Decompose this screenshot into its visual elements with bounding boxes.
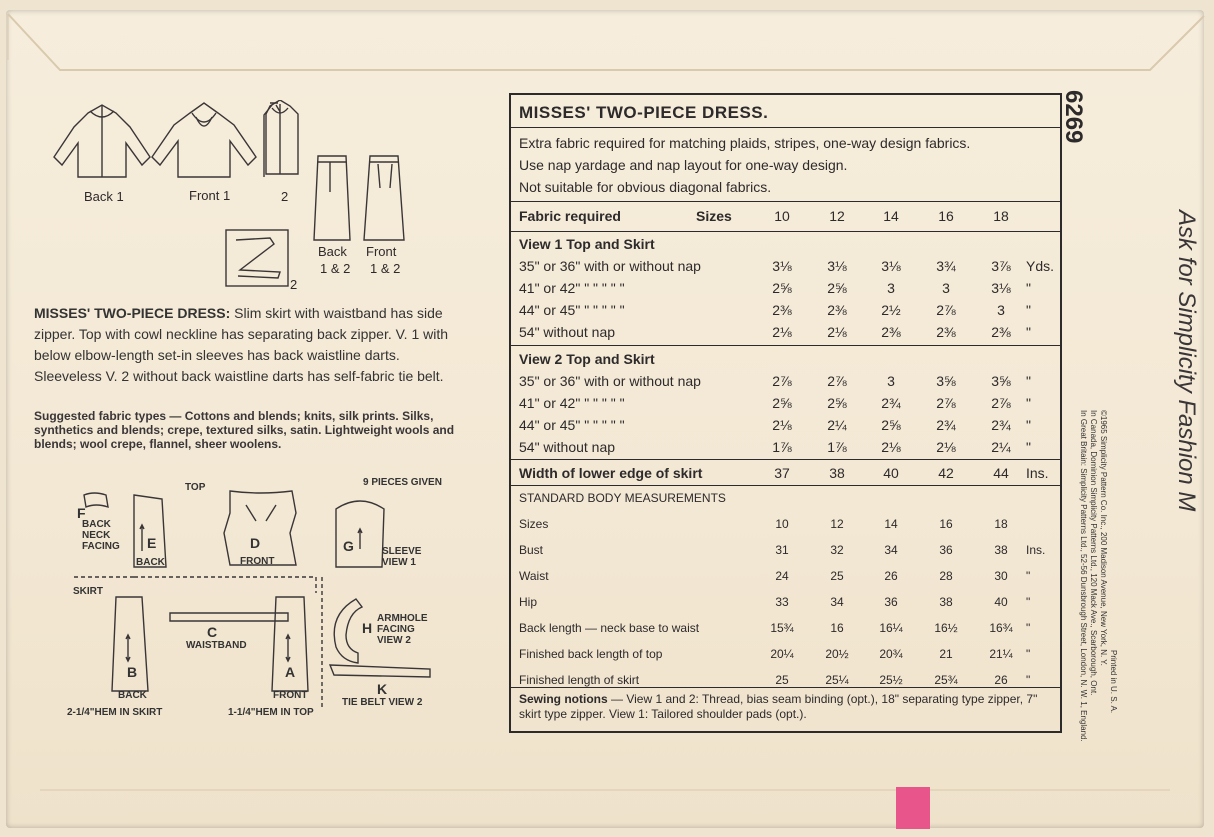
view1-row-0-unit: Yds.	[1026, 258, 1055, 274]
body-row-3-unit: "	[1026, 595, 1031, 609]
view2-row-3-value-12: 1⅞	[827, 439, 847, 455]
view1-row-3-value-16: 2⅜	[936, 324, 956, 340]
body-row-3-value-10: 33	[775, 595, 789, 609]
body-row-5-value-18: 21¼	[989, 647, 1013, 661]
view1-row-0-value-12: 3⅛	[827, 258, 847, 274]
body-row-0-value-10: 10	[775, 517, 789, 531]
view2-row-2-value-18: 2¾	[991, 417, 1011, 433]
body-row-1-label: Bust	[519, 543, 544, 557]
body-row-0-value-16: 16	[939, 517, 953, 531]
body-row-4-value-12: 16	[830, 621, 844, 635]
sewing-notions	[519, 692, 1054, 722]
fabric-types-text: Cottons and blends; knits, silk prints. Silks, synthetics and blends; crepe, textured silks, satin. Lightweight wools and blends; wool crepe, flannel, sheer woolens.	[34, 409, 455, 451]
view1-row-0-value-16: 3¾	[936, 258, 956, 274]
body-row-0-value-18: 18	[994, 517, 1008, 531]
view1-row-2-value-12: 2⅜	[827, 302, 847, 318]
fabric-types-paragraph	[34, 409, 470, 451]
body-row-4-value-18: 16¾	[989, 621, 1013, 635]
body-measurements-title: STANDARD BODY MEASUREMENTS	[519, 491, 726, 505]
chart-note-1: Extra fabric required for matching plaids, stripes, one-way design fabrics.	[519, 135, 971, 151]
size-header-value-14: 14	[883, 208, 899, 224]
view1-row-3-value-10: 2⅛	[772, 324, 792, 340]
body-row-1-value-12: 32	[830, 543, 844, 557]
view1-row-3-value-14: 2⅜	[881, 324, 901, 340]
skirt-sketches	[308, 152, 414, 244]
view1-row-2-value-16: 2⅞	[936, 302, 956, 318]
side-slogan: Ask for Simplicity Fashion M	[1173, 210, 1200, 512]
view2-row-1-label: 41" or 42" " " " " "	[519, 395, 625, 411]
fabric-types-title: Suggested fabric types —	[34, 409, 182, 423]
pattern-number: 6269	[1060, 90, 1087, 144]
view1-row-1-value-12: 2⅝	[827, 280, 847, 296]
view2-row-1-value-18: 2⅞	[991, 395, 1011, 411]
body-row-5-value-16: 21	[939, 647, 953, 661]
hem-in-top-label: 1-1/4"HEM IN TOP	[228, 707, 314, 718]
view1-row-0-value-18: 3⅞	[991, 258, 1011, 274]
piece-H-label: ARMHOLE FACING VIEW 2	[377, 613, 428, 646]
piece-E-label: BACK	[136, 557, 165, 568]
top-sketches	[50, 95, 280, 185]
body-row-4-label: Back length — neck base to waist	[519, 621, 700, 635]
yardage-chart	[509, 93, 1062, 733]
skirt-section-label: SKIRT	[73, 586, 103, 597]
view1-row-2-value-14: 2½	[881, 302, 901, 318]
pieces-given-label: 9 PIECES GIVEN	[363, 477, 442, 488]
view1-row-0-value-10: 3⅛	[772, 258, 792, 274]
piece-D-label: FRONT	[240, 556, 275, 567]
body-row-6-value-16: 25¾	[934, 673, 958, 687]
body-row-0-label: Sizes	[519, 517, 549, 531]
skirt-front-label: Front	[366, 244, 397, 259]
piece-F-label: BACK NECK FACING	[82, 519, 120, 552]
body-row-5-value-14: 20¾	[879, 647, 903, 661]
view2-row-3-value-14: 2⅛	[881, 439, 901, 455]
piece-K-letter: K	[377, 681, 388, 697]
view2-top-sketch	[262, 100, 312, 180]
width-row-value-12: 38	[829, 465, 845, 481]
width-label: Width of lower edge of skirt	[519, 465, 703, 481]
view2-row-1-unit: "	[1026, 395, 1031, 411]
width-row-value-16: 42	[938, 465, 954, 481]
chart-note-2: Use nap yardage and nap layout for one-way design.	[519, 157, 848, 173]
front-view-top-sketch	[152, 103, 256, 177]
back-1-label: Back 1	[84, 189, 124, 204]
body-row-4-value-10: 15¾	[770, 621, 794, 635]
view2-row-0-unit: "	[1026, 373, 1031, 389]
view1-row-3-value-18: 2⅜	[991, 324, 1011, 340]
skirt-front-sub-label: 1 & 2	[370, 261, 401, 276]
body-row-6-label: Finished length of skirt	[519, 673, 640, 687]
piece-A-label: FRONT	[273, 690, 308, 701]
body-row-0-value-14: 14	[884, 517, 898, 531]
view2-row-0-value-14: 3	[887, 373, 895, 389]
description-paragraph	[34, 303, 470, 387]
piece-G-letter: G	[343, 538, 354, 554]
body-row-1-value-14: 34	[884, 543, 898, 557]
body-row-2-unit: "	[1026, 569, 1031, 583]
body-row-6-value-18: 26	[994, 673, 1008, 687]
body-row-3-value-14: 36	[884, 595, 898, 609]
view1-row-1-value-14: 3	[887, 280, 895, 296]
view2-row-1-value-14: 2¾	[881, 395, 901, 411]
view1-row-1-label: 41" or 42" " " " " "	[519, 280, 625, 296]
body-row-3-value-16: 38	[939, 595, 953, 609]
view1-row-2-unit: "	[1026, 302, 1031, 318]
body-row-5-value-10: 20¼	[770, 647, 794, 661]
body-row-2-value-16: 28	[939, 569, 953, 583]
body-row-4-unit: "	[1026, 621, 1031, 635]
copyright-line-3: In Great Britain: Simplicity Patterns Ltd., 52-56 Dunsbrough Street, London, N. W. 1, England.	[1079, 410, 1088, 742]
piece-K-label: TIE BELT VIEW 2	[342, 697, 423, 708]
view1-row-3-value-12: 2⅛	[827, 324, 847, 340]
body-row-2-label: Waist	[519, 569, 549, 583]
pink-tape-mark	[896, 787, 930, 829]
chart-note-3: Not suitable for obvious diagonal fabrics.	[519, 179, 772, 195]
view1-title: View 1 Top and Skirt	[519, 236, 655, 252]
piece-G-label: SLEEVE VIEW 1	[382, 546, 422, 568]
view1-row-1-unit: "	[1026, 280, 1031, 296]
belt-view-number: 2	[290, 277, 298, 292]
view1-row-2-value-18: 3	[997, 302, 1005, 318]
view2-row-1-value-16: 2⅞	[936, 395, 956, 411]
view2-row-0-value-16: 3⅝	[936, 373, 956, 389]
piece-B-label: BACK	[118, 690, 147, 701]
body-row-6-value-12: 25¼	[825, 673, 849, 687]
size-header-value-18: 18	[993, 208, 1009, 224]
view2-row-2-unit: "	[1026, 417, 1031, 433]
view2-row-3-value-18: 2¼	[991, 439, 1011, 455]
view2-row-1-value-10: 2⅝	[772, 395, 792, 411]
view2-row-3-unit: "	[1026, 439, 1031, 455]
sewing-notions-title: Sewing notions	[519, 692, 608, 706]
view2-row-2-value-14: 2⅝	[881, 417, 901, 433]
view1-row-2-value-10: 2⅜	[772, 302, 792, 318]
width-row-value-18: 44	[993, 465, 1009, 481]
view2-row-2-value-12: 2¼	[827, 417, 847, 433]
pattern-pieces-diagram	[70, 485, 450, 715]
view1-row-0-value-14: 3⅛	[881, 258, 901, 274]
fabric-required-label: Fabric required	[519, 208, 621, 224]
piece-C-label: WAISTBAND	[186, 640, 247, 651]
piece-H-letter: H	[362, 620, 373, 636]
view1-row-3-label: 54" without nap	[519, 324, 616, 340]
body-row-3-label: Hip	[519, 595, 538, 609]
body-row-1-value-16: 36	[939, 543, 953, 557]
view-2-label: 2	[281, 189, 289, 204]
copyright-line-2: In Canada, Dominion Simplicity Patterns Ltd., 120 Mack Ave., Scarborough, Ont.	[1089, 410, 1098, 696]
view2-row-0-label: 35" or 36" with or without nap	[519, 373, 701, 389]
piece-C-letter: C	[207, 624, 218, 640]
view2-row-0-value-18: 3⅝	[991, 373, 1011, 389]
top-section-label: TOP	[185, 482, 206, 493]
tie-belt-sketch	[224, 228, 292, 292]
body-row-5-unit: "	[1026, 647, 1031, 661]
back-view-top-sketch	[54, 105, 150, 177]
body-row-2-value-14: 26	[884, 569, 898, 583]
sizes-header-label: Sizes	[696, 208, 732, 224]
skirt-back-label: Back	[318, 244, 347, 259]
size-header-value-10: 10	[774, 208, 790, 224]
body-row-6-value-10: 25	[775, 673, 789, 687]
body-row-3-value-12: 34	[830, 595, 844, 609]
description-title: MISSES' TWO-PIECE DRESS:	[34, 305, 231, 321]
view1-row-2-label: 44" or 45" " " " " "	[519, 302, 625, 318]
view2-row-2-value-10: 2⅛	[772, 417, 792, 433]
view2-row-2-label: 44" or 45" " " " " "	[519, 417, 625, 433]
view2-row-3-label: 54" without nap	[519, 439, 616, 455]
body-row-2-value-12: 25	[830, 569, 844, 583]
body-row-6-value-14: 25½	[879, 673, 903, 687]
view2-row-3-value-16: 2⅛	[936, 439, 956, 455]
body-row-4-value-16: 16½	[934, 621, 958, 635]
copyright-line-1: ©1965 Simplicity Pattern Co. Inc., 200 Madison Avenue, New York, N. Y.	[1099, 410, 1108, 666]
body-row-1-unit: Ins.	[1026, 543, 1046, 557]
skirt-back-sub-label: 1 & 2	[320, 261, 351, 276]
view2-row-0-value-10: 2⅞	[772, 373, 792, 389]
piece-E-letter: E	[147, 535, 157, 551]
view1-row-1-value-18: 3⅛	[991, 280, 1011, 296]
view1-row-1-value-10: 2⅝	[772, 280, 792, 296]
size-header-value-16: 16	[938, 208, 954, 224]
body-row-4-value-14: 16¼	[879, 621, 903, 635]
piece-F-letter: F	[77, 505, 86, 521]
description-text: Slim skirt with waistband has side zipper. Top with cowl neckline has separating back zipper. V. 1 with below elbow-length set-in sleeves has back waistline darts. Sleeveless V. 2 without back waistline darts has self-fabric tie belt.	[34, 305, 449, 384]
body-row-2-value-10: 24	[775, 569, 789, 583]
view2-row-3-value-10: 1⅞	[772, 439, 792, 455]
body-row-0-value-12: 12	[830, 517, 844, 531]
view2-row-1-value-12: 2⅝	[827, 395, 847, 411]
body-row-1-value-18: 38	[994, 543, 1008, 557]
body-row-5-label: Finished back length of top	[519, 647, 663, 661]
view2-title: View 2 Top and Skirt	[519, 351, 655, 367]
hem-in-skirt-label: 2-1/4"HEM IN SKIRT	[67, 707, 163, 718]
view2-row-0-value-12: 2⅞	[827, 373, 847, 389]
body-row-2-value-18: 30	[994, 569, 1008, 583]
piece-D-letter: D	[250, 535, 261, 551]
view1-row-1-value-16: 3	[942, 280, 950, 296]
view2-row-2-value-16: 2¾	[936, 417, 956, 433]
printed-in-usa: Printed in U. S. A.	[1109, 650, 1118, 714]
view1-row-0-label: 35" or 36" with or without nap	[519, 258, 701, 274]
width-row-unit: Ins.	[1026, 465, 1049, 481]
body-row-3-value-18: 40	[994, 595, 1008, 609]
width-row-value-14: 40	[883, 465, 899, 481]
front-1-label: Front 1	[189, 188, 231, 203]
body-row-1-value-10: 31	[775, 543, 789, 557]
piece-B-letter: B	[127, 664, 138, 680]
sewing-notions-text: — View 1 and 2: Thread, bias seam binding (opt.), 18" separating type zipper, 7" skirt type zipper. View 1: Tailored shoulder pads (opt.).	[519, 692, 1038, 721]
body-row-5-value-12: 20½	[825, 647, 849, 661]
size-header-value-12: 12	[829, 208, 845, 224]
width-row-value-10: 37	[774, 465, 790, 481]
chart-title: MISSES' TWO-PIECE DRESS.	[519, 103, 769, 122]
piece-A-letter: A	[285, 664, 296, 680]
body-row-6-unit: "	[1026, 673, 1031, 687]
view1-row-3-unit: "	[1026, 324, 1031, 340]
